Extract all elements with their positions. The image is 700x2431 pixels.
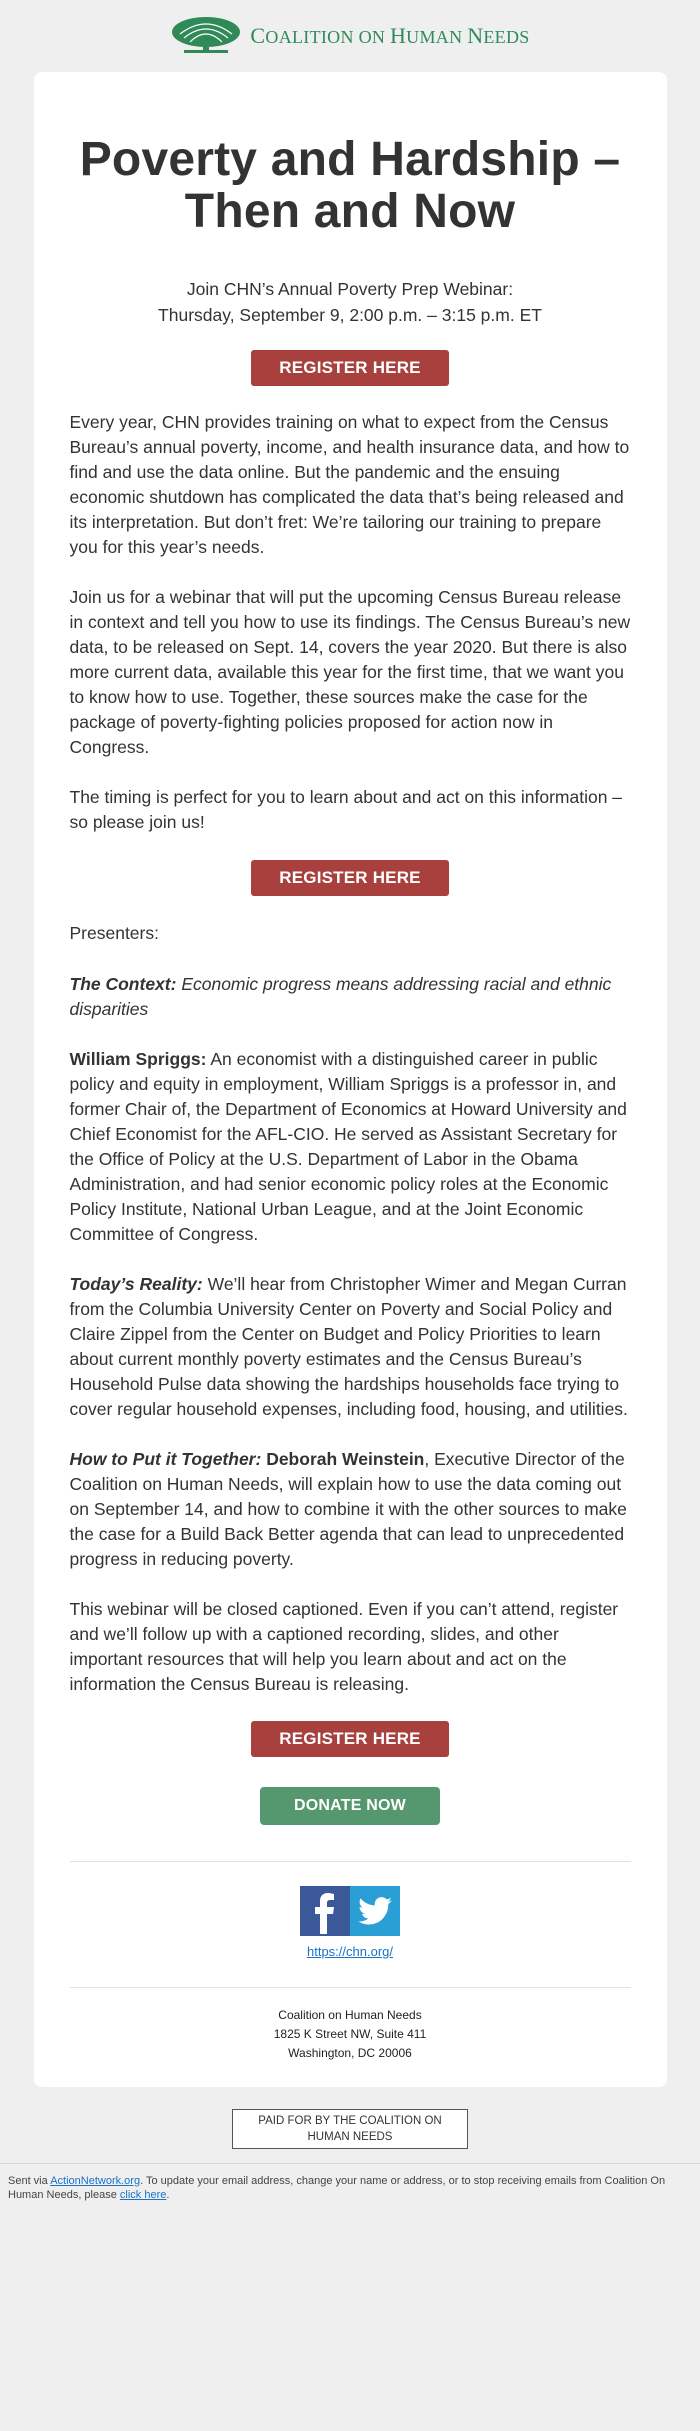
reality-paragraph: Today’s Reality: We’ll hear from Christopher Wimer and Megan Curran from the Columbia University Center on Poverty and Social Policy and Claire Zippel from the Center on Budget and Policy Priorities to learn about current monthly poverty estimates and the Census Bureau’s Household Pulse data showing the hardships households face trying to cover regular household expenses, including food, housing, and utilities. — [69, 1274, 628, 1419]
paid-for-notice: PAID FOR BY THE COALITION ON HUMAN NEEDS — [232, 2109, 468, 2149]
donate-button[interactable]: DONATE NOW — [260, 1787, 440, 1825]
register-button-2[interactable]: REGISTER HERE — [251, 860, 449, 896]
address-block: Coalition on Human Needs 1825 K Street NW, Suite 411 Washington, DC 20006 — [273, 2008, 427, 2060]
timing-paragraph: The timing is perfect for you to learn about and act on this information – so please join us! — [69, 787, 623, 832]
header-logo-bar — [0, 0, 700, 72]
facebook-icon[interactable] — [300, 1886, 350, 1936]
actionnetwork-link[interactable]: ActionNetwork.org — [50, 2175, 141, 2187]
social-links — [70, 1886, 631, 1936]
register-button[interactable]: REGISTER HERE — [251, 350, 449, 386]
twitter-icon[interactable] — [350, 1886, 400, 1936]
unsubscribe-link[interactable]: click here — [119, 2189, 167, 2201]
org-logo[interactable] — [170, 16, 529, 56]
page-title: Poverty and Hardship – Then and Now — [79, 133, 621, 238]
webinar-paragraph: Join us for a webinar that will put the upcoming Census Bureau release in context and tell you how to use its findings. The Census Bureau’s new data, to be released on Sept. 14, covers the year 2020. But there is also more current data, available this year for the first time, that we want you to know how to use. Together, these sources make the case for the package of poverty-fighting policies proposed for action now in Congress. — [69, 587, 631, 757]
together-paragraph: How to Put it Together: Deborah Weinstein, Executive Director of the Coalition on Human Needs, will explain how to use the data coming out on September 14, and how to combine it with the other sources to make the case for a Build Back Better agenda that can lead to unprecedented progress in reducing poverty. — [69, 1449, 627, 1569]
divider — [70, 1861, 631, 1862]
register-button-3[interactable]: REGISTER HERE — [251, 1721, 449, 1757]
email-card — [34, 72, 667, 2087]
caption-paragraph: This webinar will be closed captioned. Even if you can’t attend, register and we’ll follow up with a captioned recording, slides, and other important resources that will help you learn about and act on the information the Census Bureau is releasing. — [69, 1599, 619, 1694]
spriggs-paragraph: William Spriggs: An economist with a distinguished career in public policy and equity in employment, William Spriggs is a professor in, and former Chair of, the Department of Economics at Howard University and Chief Economist for the AFL-CIO. He served as Assistant Secretary for the Office of Policy at the U.S. Department of Labor in the Obama Administration, and had senior economic policy roles at the Economic Policy Institute, National Urban League, and at the Joint Economic Committee of Congress. — [69, 1049, 627, 1244]
divider-2 — [70, 1987, 631, 1988]
intro-paragraph: Every year, CHN provides training on what to expect from the Census Bureau’s annual poverty, income, and health insurance data, and how to find and use the data online. But the pandemic and the ensuing economic shutdown has complicated the data that’s being released and its interpretation. But don’t fret: We’re tailoring our training to prepare you for this year’s needs. — [69, 412, 630, 557]
website-link[interactable]: https://chn.org/ — [307, 1944, 393, 1959]
webinar-subtitle: Join CHN’s Annual Poverty Prep Webinar: Thursday, September 9, 2:00 p.m. – 3:15 p.m. ET — [158, 279, 542, 325]
context-paragraph: The Context: Economic progress means addressing racial and ethnic disparities — [69, 974, 612, 1019]
tree-logo-icon — [170, 16, 242, 56]
org-name: COALITION ON HUMAN NEEDS — [250, 23, 530, 48]
email-footer: Sent via ActionNetwork.org. To update your email address, change your name or address, or to stop receiving emails from Coalition On Human Needs, please click here. — [0, 2163, 700, 2208]
presenters-label: Presenters: — [69, 923, 159, 943]
